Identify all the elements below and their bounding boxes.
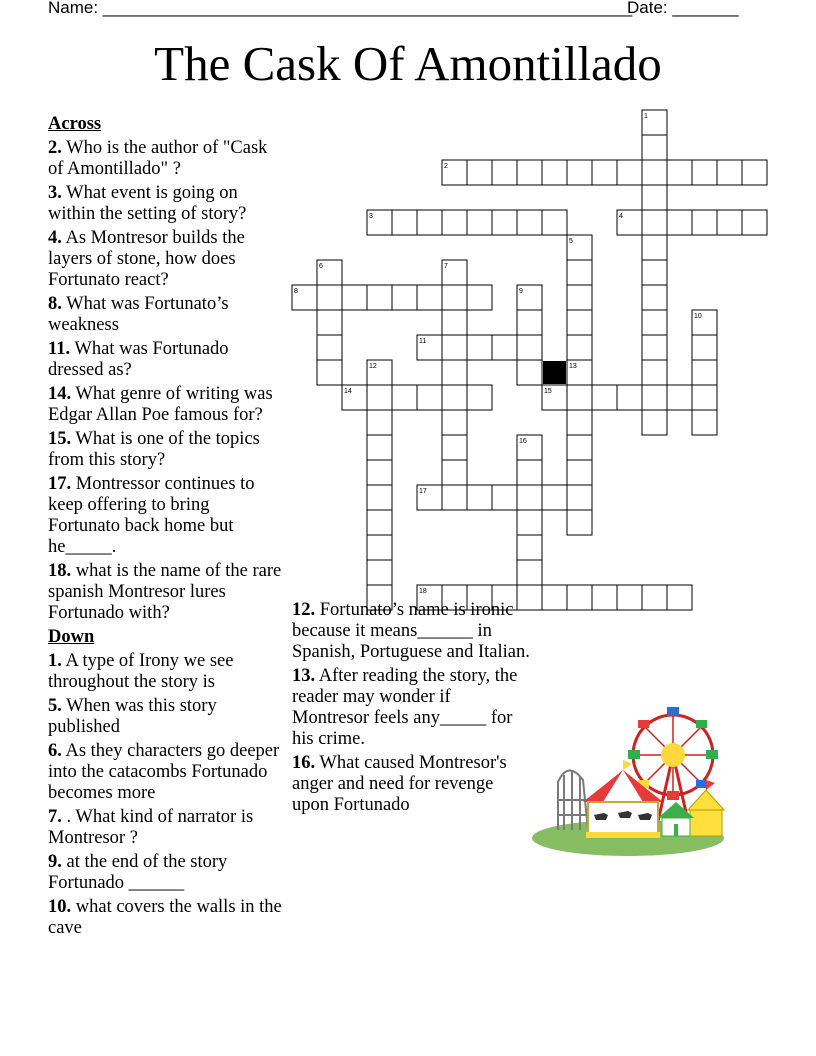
- grid-cell[interactable]: [567, 260, 592, 285]
- grid-cell[interactable]: [517, 310, 542, 335]
- clue-number: 4.: [48, 228, 62, 248]
- cell-number: 2: [444, 163, 448, 170]
- grid-cell[interactable]: [667, 385, 692, 410]
- down-clue: [48, 696, 283, 738]
- clue-text: what covers the walls in the cave: [48, 897, 282, 938]
- clue-text: After reading the story, the reader may wonder if Montresor feels any_____ for his crime.: [292, 666, 518, 749]
- grid-cell[interactable]: [692, 410, 717, 435]
- grid-cell[interactable]: [492, 160, 517, 185]
- grid-cell[interactable]: [517, 360, 542, 385]
- down-clue: [292, 666, 530, 750]
- grid-cell[interactable]: [567, 410, 592, 435]
- grid-cell[interactable]: [692, 335, 717, 360]
- clue-text: What event is going on within the setting of story?: [48, 183, 247, 224]
- clue-text: What genre of writing was Edgar Allan Poe famous for?: [48, 384, 273, 425]
- grid-cell[interactable]: [367, 435, 392, 460]
- grid-cell[interactable]: [367, 560, 392, 585]
- grid-cell[interactable]: [442, 410, 467, 435]
- grid-cell[interactable]: [467, 160, 492, 185]
- grid-cell[interactable]: [442, 335, 467, 360]
- grid-cell[interactable]: [417, 285, 442, 310]
- clue-text: at the end of the story Fortunado ______: [48, 852, 228, 893]
- grid-cell[interactable]: [367, 410, 392, 435]
- grid-cell[interactable]: [567, 285, 592, 310]
- grid-cell[interactable]: [367, 385, 392, 410]
- grid-cell[interactable]: [567, 335, 592, 360]
- clue-number: 9.: [48, 852, 62, 872]
- grid-cell[interactable]: [642, 360, 667, 385]
- grid-cell[interactable]: [517, 460, 542, 485]
- clue-number: 17.: [48, 474, 72, 494]
- grid-cell[interactable]: [317, 360, 342, 385]
- grid-cell[interactable]: [567, 485, 592, 510]
- grid-cell[interactable]: [642, 335, 667, 360]
- cell-number: 5: [569, 238, 573, 245]
- grid-cell[interactable]: [567, 460, 592, 485]
- cell-number: 16: [519, 438, 527, 445]
- clue-text: what is the name of the rare spanish Montresor lures Fortunado with?: [48, 561, 282, 623]
- cell-number: 14: [344, 388, 352, 395]
- grid-cell[interactable]: [642, 585, 667, 610]
- grid-cell[interactable]: [517, 160, 542, 185]
- cell-number: 8: [294, 288, 298, 295]
- grid-cell[interactable]: [367, 285, 392, 310]
- clue-number: 11.: [48, 339, 71, 359]
- grid-cell[interactable]: [467, 210, 492, 235]
- across-clue: [48, 228, 283, 291]
- grid-cell[interactable]: [392, 285, 417, 310]
- grid-cell[interactable]: [442, 285, 467, 310]
- cell-number: 4: [619, 213, 623, 220]
- cell-number: 12: [369, 363, 377, 370]
- carnival-illustration: [528, 690, 728, 860]
- clue-text: What was Fortunato’s weakness: [48, 294, 229, 335]
- clue-number: 16.: [292, 753, 316, 773]
- grid-cell[interactable]: [417, 385, 442, 410]
- clue-text: What is one of the topics from this story?: [48, 429, 260, 470]
- grid-cell[interactable]: [517, 535, 542, 560]
- grid-cell[interactable]: [517, 560, 542, 585]
- grid-cell[interactable]: [367, 485, 392, 510]
- clue-text: What was Fortunado dressed as?: [48, 339, 229, 380]
- down-clue: [48, 852, 283, 894]
- across-clues: [48, 138, 283, 624]
- clue-number: 10.: [48, 897, 72, 917]
- across-clue: [48, 339, 283, 381]
- grid-cell[interactable]: [442, 485, 467, 510]
- down-clues-continued: [292, 600, 530, 816]
- grid-cell[interactable]: [667, 210, 692, 235]
- grid-cell[interactable]: [367, 460, 392, 485]
- grid-cell[interactable]: [517, 510, 542, 535]
- cell-number: 18: [419, 588, 427, 595]
- grid-cell[interactable]: [492, 210, 517, 235]
- grid-cell[interactable]: [317, 310, 342, 335]
- across-heading: Across: [48, 114, 102, 134]
- across-clue: [48, 294, 283, 336]
- clue-text: As Montresor builds the layers of stone, how does Fortunato react?: [48, 228, 245, 290]
- cell-number: 10: [694, 313, 702, 320]
- clue-text: A type of Irony we see throughout the story is: [48, 651, 234, 692]
- grid-cell[interactable]: [717, 210, 742, 235]
- grid-cell[interactable]: [617, 385, 642, 410]
- grid-cell[interactable]: [742, 210, 767, 235]
- cell-number: 1: [644, 113, 648, 120]
- clue-number: 7.: [48, 807, 62, 827]
- grid-cell[interactable]: [567, 385, 592, 410]
- grid-cell[interactable]: [517, 335, 542, 360]
- grid-cell[interactable]: [342, 285, 367, 310]
- clue-number: 2.: [48, 138, 62, 158]
- grid-cell[interactable]: [517, 485, 542, 510]
- cell-number: 13: [569, 363, 577, 370]
- down-clue: [292, 600, 530, 663]
- clue-text: As they characters go deeper into the catacombs Fortunado becomes more: [48, 741, 280, 803]
- grid-cell[interactable]: [467, 485, 492, 510]
- clue-number: 15.: [48, 429, 72, 449]
- grid-cell[interactable]: [617, 160, 642, 185]
- grid-cell[interactable]: [642, 310, 667, 335]
- clue-number: 8.: [48, 294, 62, 314]
- grid-cell[interactable]: [367, 535, 392, 560]
- grid-cell[interactable]: [442, 360, 467, 385]
- clue-column-right: [292, 600, 530, 819]
- grid-cell[interactable]: [392, 210, 417, 235]
- grid-cell[interactable]: [592, 160, 617, 185]
- grid-cell[interactable]: [717, 160, 742, 185]
- cell-number: 9: [519, 288, 523, 295]
- cell-number: 3: [369, 213, 373, 220]
- grid-cell[interactable]: [667, 585, 692, 610]
- grid-cell[interactable]: [467, 335, 492, 360]
- grid-cell[interactable]: [642, 235, 667, 260]
- clue-number: 6.: [48, 741, 62, 761]
- grid-cell[interactable]: [392, 385, 417, 410]
- clue-number: 18.: [48, 561, 72, 581]
- grid-cell[interactable]: [567, 160, 592, 185]
- grid-cell[interactable]: [642, 285, 667, 310]
- grid-cell[interactable]: [692, 210, 717, 235]
- clue-number: 14.: [48, 384, 72, 404]
- grid-cell[interactable]: [567, 510, 592, 535]
- across-clue: [48, 384, 283, 426]
- clue-text: What caused Montresor's anger and need for revenge upon Fortunado: [292, 753, 507, 815]
- grid-cell[interactable]: [617, 585, 642, 610]
- grid-cell[interactable]: [442, 210, 467, 235]
- grid-cell[interactable]: [467, 385, 492, 410]
- grid-cell[interactable]: [542, 585, 567, 610]
- grid-cell[interactable]: [692, 160, 717, 185]
- across-clue: [48, 138, 283, 180]
- clue-number: 12.: [292, 600, 316, 620]
- grid-cell[interactable]: [542, 160, 567, 185]
- grid-cell[interactable]: [317, 285, 342, 310]
- clue-number: 13.: [292, 666, 316, 686]
- grid-cell[interactable]: [642, 260, 667, 285]
- across-clue: [48, 474, 283, 558]
- grid-cell[interactable]: [442, 310, 467, 335]
- grid-cell[interactable]: [442, 435, 467, 460]
- across-clue: [48, 429, 283, 471]
- grid-cell[interactable]: [317, 335, 342, 360]
- grid-cell[interactable]: [742, 160, 767, 185]
- grid-cell[interactable]: [642, 185, 667, 210]
- clue-number: 5.: [48, 696, 62, 716]
- grid-cell[interactable]: [642, 410, 667, 435]
- clue-text: Fortunato’s name is ironic because it means______ in Spanish, Portuguese and Italian.: [292, 600, 530, 662]
- cell-number: 15: [544, 388, 552, 395]
- name-line[interactable]: Name: ________________________________________________________: [48, 0, 633, 17]
- cell-number: 11: [419, 338, 427, 345]
- grid-cell[interactable]: [692, 360, 717, 385]
- date-line[interactable]: Date: _______: [627, 0, 739, 17]
- grid-cell[interactable]: [642, 210, 667, 235]
- down-clue: [48, 651, 283, 693]
- down-clues: [48, 651, 283, 939]
- grid-cell[interactable]: [642, 385, 667, 410]
- down-clue: [48, 897, 283, 939]
- grid-cell[interactable]: [642, 160, 667, 185]
- clue-text: Who is the author of "Cask of Amontillado" ?: [48, 138, 268, 179]
- grid-cell[interactable]: [542, 210, 567, 235]
- grid-cell[interactable]: [567, 310, 592, 335]
- down-clue: [48, 741, 283, 804]
- cell-number: 6: [319, 263, 323, 270]
- grid-cell[interactable]: [367, 510, 392, 535]
- down-clue: [48, 807, 283, 849]
- grid-cell[interactable]: [467, 285, 492, 310]
- grid-cell[interactable]: [592, 585, 617, 610]
- clue-text: When was this story published: [48, 696, 217, 737]
- grid-cell[interactable]: [567, 585, 592, 610]
- grid-cell[interactable]: [567, 435, 592, 460]
- across-clue: [48, 183, 283, 225]
- down-clue: [292, 753, 530, 816]
- grid-cell[interactable]: [692, 385, 717, 410]
- grid-cell[interactable]: [442, 385, 467, 410]
- grid-cell[interactable]: [642, 135, 667, 160]
- clue-column-left: [48, 114, 283, 942]
- clue-number: 3.: [48, 183, 62, 203]
- grid-cell[interactable]: [492, 485, 517, 510]
- clue-text: Montressor continues to keep offering to bring Fortunato back home but he_____.: [48, 474, 255, 557]
- grid-cell[interactable]: [592, 385, 617, 410]
- clue-text: . What kind of narrator is Montresor ?: [48, 807, 254, 848]
- cell-number: 7: [444, 263, 448, 270]
- cell-number: 17: [419, 488, 427, 495]
- page-title: The Cask Of Amontillado: [154, 36, 662, 91]
- grid-cell[interactable]: [542, 485, 567, 510]
- black-cell: [543, 361, 566, 384]
- grid-cell[interactable]: [517, 210, 542, 235]
- across-clue: [48, 561, 283, 624]
- clue-number: 1.: [48, 651, 62, 671]
- grid-cell[interactable]: [492, 335, 517, 360]
- grid-cell[interactable]: [417, 210, 442, 235]
- grid-cell[interactable]: [667, 160, 692, 185]
- grid-cell[interactable]: [442, 460, 467, 485]
- down-heading: Down: [48, 627, 95, 647]
